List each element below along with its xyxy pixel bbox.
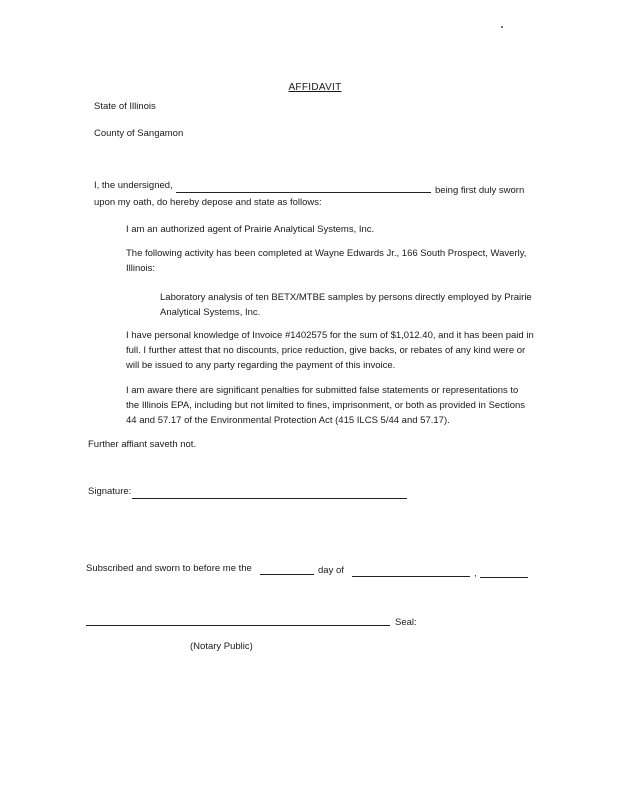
intro-prefix: I, the undersigned, [94, 180, 173, 191]
statement-penalties [126, 383, 546, 428]
subscribed-day-of: day of [318, 565, 344, 576]
statement-activity-line-2: Illinois: [126, 263, 156, 274]
day-blank[interactable] [260, 574, 314, 575]
signature-blank[interactable] [132, 498, 407, 499]
affiant-name-blank[interactable] [176, 192, 431, 193]
notary-label: (Notary Public) [190, 641, 253, 652]
statement-penalties-line-2: the Illinois EPA, including but not limited to fines, imprisonment, or both as provided in Sections [126, 400, 526, 411]
notary-signature-blank[interactable] [86, 625, 390, 626]
signature-label: Signature: [88, 486, 132, 497]
statement-invoice-line-1: I have personal knowledge of Invoice #1402575 for the sum of $1,012.40, and it has been paid in [126, 330, 534, 341]
intro-line-2: upon my oath, do hereby depose and state as follows: [94, 197, 322, 208]
statement-invoice-line-3: will be issued to any party regarding the payment of this invoice. [126, 360, 396, 371]
state-line: State of Illinois [94, 101, 156, 112]
activity-description [160, 290, 540, 320]
intro-suffix: being first duly sworn [435, 185, 525, 196]
further-affiant-line: Further affiant saveth not. [88, 439, 197, 450]
subscribed-prefix: Subscribed and sworn to before me the [86, 563, 252, 574]
activity-description-line-1: Laboratory analysis of ten BETX/MTBE samples by persons directly employed by Prairie [160, 292, 532, 303]
statement-invoice [126, 328, 546, 373]
activity-description-line-2: Analytical Systems, Inc. [160, 307, 261, 318]
seal-label: Seal: [395, 617, 417, 628]
statement-invoice-line-2: full. I further attest that no discounts, price reduction, give backs, or rebates of any kind were or [126, 345, 526, 356]
statement-agent: I am an authorized agent of Prairie Analytical Systems, Inc. [126, 224, 375, 235]
county-line: County of Sangamon [94, 128, 184, 139]
statement-penalties-line-3: 44 and 57.17 of the Environmental Protection Act (415 ILCS 5/44 and 57.17). [126, 415, 450, 426]
statement-penalties-line-1: I am aware there are significant penalties for submitted false statements or representations to [126, 385, 519, 396]
statement-activity-line-1: The following activity has been completed at Wayne Edwards Jr., 166 South Prospect, Waverly, [126, 248, 527, 259]
statement-activity [126, 246, 536, 276]
document-title: AFFIDAVIT [288, 82, 342, 93]
scan-speck [501, 26, 503, 28]
year-blank[interactable] [480, 577, 528, 578]
comma-mark: , [474, 568, 477, 579]
month-blank[interactable] [352, 576, 470, 577]
